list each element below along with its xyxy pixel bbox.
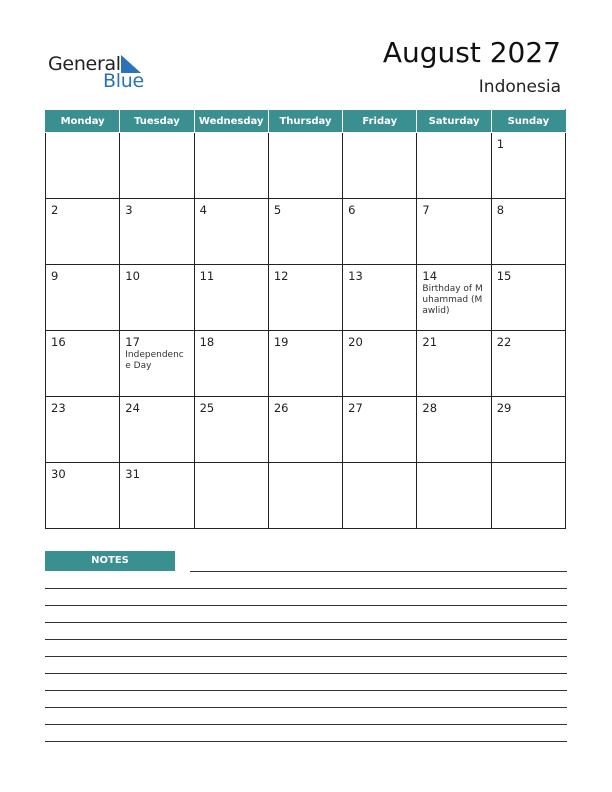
weekday-header: Monday <box>46 110 120 133</box>
day-cell-content <box>269 265 342 283</box>
day-cell <box>120 199 194 265</box>
day-number: 28 <box>422 401 438 415</box>
day-cell <box>491 199 565 265</box>
day-cell <box>46 133 120 199</box>
day-cell <box>268 199 342 265</box>
day-cell-content <box>492 463 565 467</box>
day-number: 18 <box>199 335 215 349</box>
day-number: 8 <box>496 203 505 217</box>
notes-line <box>45 588 567 589</box>
day-cell-content <box>46 199 119 217</box>
day-cell <box>194 199 268 265</box>
day-cell-content <box>343 331 416 349</box>
day-cell <box>491 265 565 331</box>
day-cell-content <box>343 265 416 283</box>
week-row <box>46 331 566 397</box>
day-number: 12 <box>273 269 289 283</box>
day-number: 9 <box>51 269 59 283</box>
day-cell <box>46 463 120 529</box>
day-cell-content <box>417 331 490 349</box>
week-row <box>46 199 566 265</box>
logo-text-blue: Blue <box>103 70 144 92</box>
notes-line <box>45 622 567 623</box>
day-cell <box>120 397 194 463</box>
day-cell-content <box>417 397 490 415</box>
day-number: 3 <box>125 203 133 217</box>
day-cell-content <box>195 397 268 415</box>
day-cell <box>343 331 417 397</box>
day-cell <box>491 463 565 529</box>
day-cell-content <box>120 199 193 217</box>
notes-line <box>45 741 567 742</box>
weekday-header: Tuesday <box>120 110 194 133</box>
day-cell <box>194 397 268 463</box>
notes-label: NOTES <box>45 551 175 571</box>
day-cell-content <box>269 463 342 467</box>
day-cell-content <box>343 199 416 217</box>
day-cell <box>343 199 417 265</box>
day-number: 7 <box>422 203 430 217</box>
day-cell <box>343 397 417 463</box>
day-cell <box>46 265 120 331</box>
day-cell <box>343 463 417 529</box>
day-cell-content <box>343 133 416 137</box>
day-cell-content <box>46 397 119 415</box>
day-cell <box>491 331 565 397</box>
day-cell <box>46 199 120 265</box>
weekday-header: Friday <box>343 110 417 133</box>
day-cell <box>417 463 491 529</box>
day-cell <box>268 265 342 331</box>
notes-line <box>45 639 567 640</box>
calendar-grid <box>45 109 566 529</box>
day-cell-content <box>195 265 268 283</box>
day-cell-content <box>195 199 268 217</box>
country-name: Indonesia <box>478 77 561 97</box>
day-number: 16 <box>51 335 66 349</box>
day-number: 27 <box>348 401 363 415</box>
day-cell <box>120 463 194 529</box>
day-cell-content <box>417 133 490 137</box>
day-cell-content <box>46 331 119 349</box>
day-cell <box>417 265 491 331</box>
day-cell <box>120 265 194 331</box>
day-cell-content <box>343 397 416 415</box>
day-cell <box>120 133 194 199</box>
day-number: 1 <box>496 137 505 151</box>
holiday-label: Birthday of Muhammad (Mawlid) <box>422 284 483 316</box>
day-cell <box>268 463 342 529</box>
day-cell-content <box>417 199 490 217</box>
day-cell-content <box>269 199 342 217</box>
day-cell <box>46 397 120 463</box>
day-cell <box>194 133 268 199</box>
notes-line <box>190 571 567 572</box>
day-cell-content <box>46 133 119 137</box>
day-number: 23 <box>51 401 66 415</box>
notes-line <box>45 724 567 725</box>
day-cell-content <box>120 265 193 283</box>
weekday-header: Thursday <box>268 110 342 133</box>
day-cell-content <box>492 199 565 217</box>
day-number: 17 <box>125 335 140 349</box>
notes-line <box>45 690 567 691</box>
day-cell-content <box>492 331 565 349</box>
day-cell-content <box>492 397 565 415</box>
weekday-header: Sunday <box>491 110 565 133</box>
weekday-header: Saturday <box>417 110 491 133</box>
day-number: 2 <box>51 203 59 217</box>
week-row <box>46 133 566 199</box>
week-row <box>46 397 566 463</box>
day-cell <box>120 331 194 397</box>
day-number: 13 <box>348 269 363 283</box>
notes-line <box>45 707 567 708</box>
day-cell-content <box>417 463 490 467</box>
day-cell-content <box>195 331 268 349</box>
day-cell <box>194 265 268 331</box>
day-cell <box>268 331 342 397</box>
calendar-body <box>46 133 566 529</box>
day-cell-content <box>492 265 565 283</box>
day-cell-content <box>269 397 342 415</box>
day-number: 25 <box>199 401 215 415</box>
day-number: 30 <box>51 467 66 481</box>
day-cell-content <box>195 133 268 137</box>
day-number: 10 <box>125 269 140 283</box>
day-cell <box>417 397 491 463</box>
day-cell <box>194 463 268 529</box>
day-cell-content <box>195 463 268 467</box>
day-number: 6 <box>348 203 356 217</box>
day-cell <box>417 133 491 199</box>
holiday-label: Independence Day <box>125 350 184 371</box>
day-cell-content <box>417 265 490 317</box>
day-cell-content <box>120 397 193 415</box>
day-cell <box>194 331 268 397</box>
day-cell-content <box>46 463 119 481</box>
day-cell <box>268 397 342 463</box>
day-number: 31 <box>125 467 140 481</box>
day-number: 26 <box>273 401 289 415</box>
weekday-header-row <box>46 110 566 133</box>
day-number: 21 <box>422 335 438 349</box>
day-cell-content <box>46 265 119 283</box>
day-number: 4 <box>199 203 207 217</box>
weekday-header: Wednesday <box>194 110 268 133</box>
day-number: 29 <box>496 401 512 415</box>
day-number: 24 <box>125 401 140 415</box>
day-cell <box>491 397 565 463</box>
day-cell-content <box>120 331 193 372</box>
day-number: 15 <box>496 269 512 283</box>
day-cell-content <box>269 331 342 349</box>
logo-text-general: General <box>48 53 121 75</box>
day-cell <box>46 331 120 397</box>
day-cell-content <box>269 133 342 137</box>
notes-line <box>45 605 567 606</box>
day-number: 20 <box>348 335 363 349</box>
notes-line <box>45 673 567 674</box>
general-blue-logo <box>48 52 148 92</box>
day-cell-content <box>120 463 193 481</box>
month-title: August 2027 <box>382 36 561 69</box>
day-number: 19 <box>273 335 289 349</box>
day-cell <box>343 133 417 199</box>
day-cell <box>491 133 565 199</box>
day-cell-content <box>120 133 193 137</box>
day-number: 5 <box>273 203 282 217</box>
day-cell <box>417 331 491 397</box>
day-number: 14 <box>422 269 438 283</box>
day-cell <box>343 265 417 331</box>
day-number: 22 <box>496 335 512 349</box>
day-cell <box>417 199 491 265</box>
week-row <box>46 463 566 529</box>
day-cell <box>268 133 342 199</box>
notes-line <box>45 656 567 657</box>
week-row <box>46 265 566 331</box>
day-cell-content <box>343 463 416 467</box>
day-number: 11 <box>199 269 215 283</box>
day-cell-content <box>492 133 565 151</box>
